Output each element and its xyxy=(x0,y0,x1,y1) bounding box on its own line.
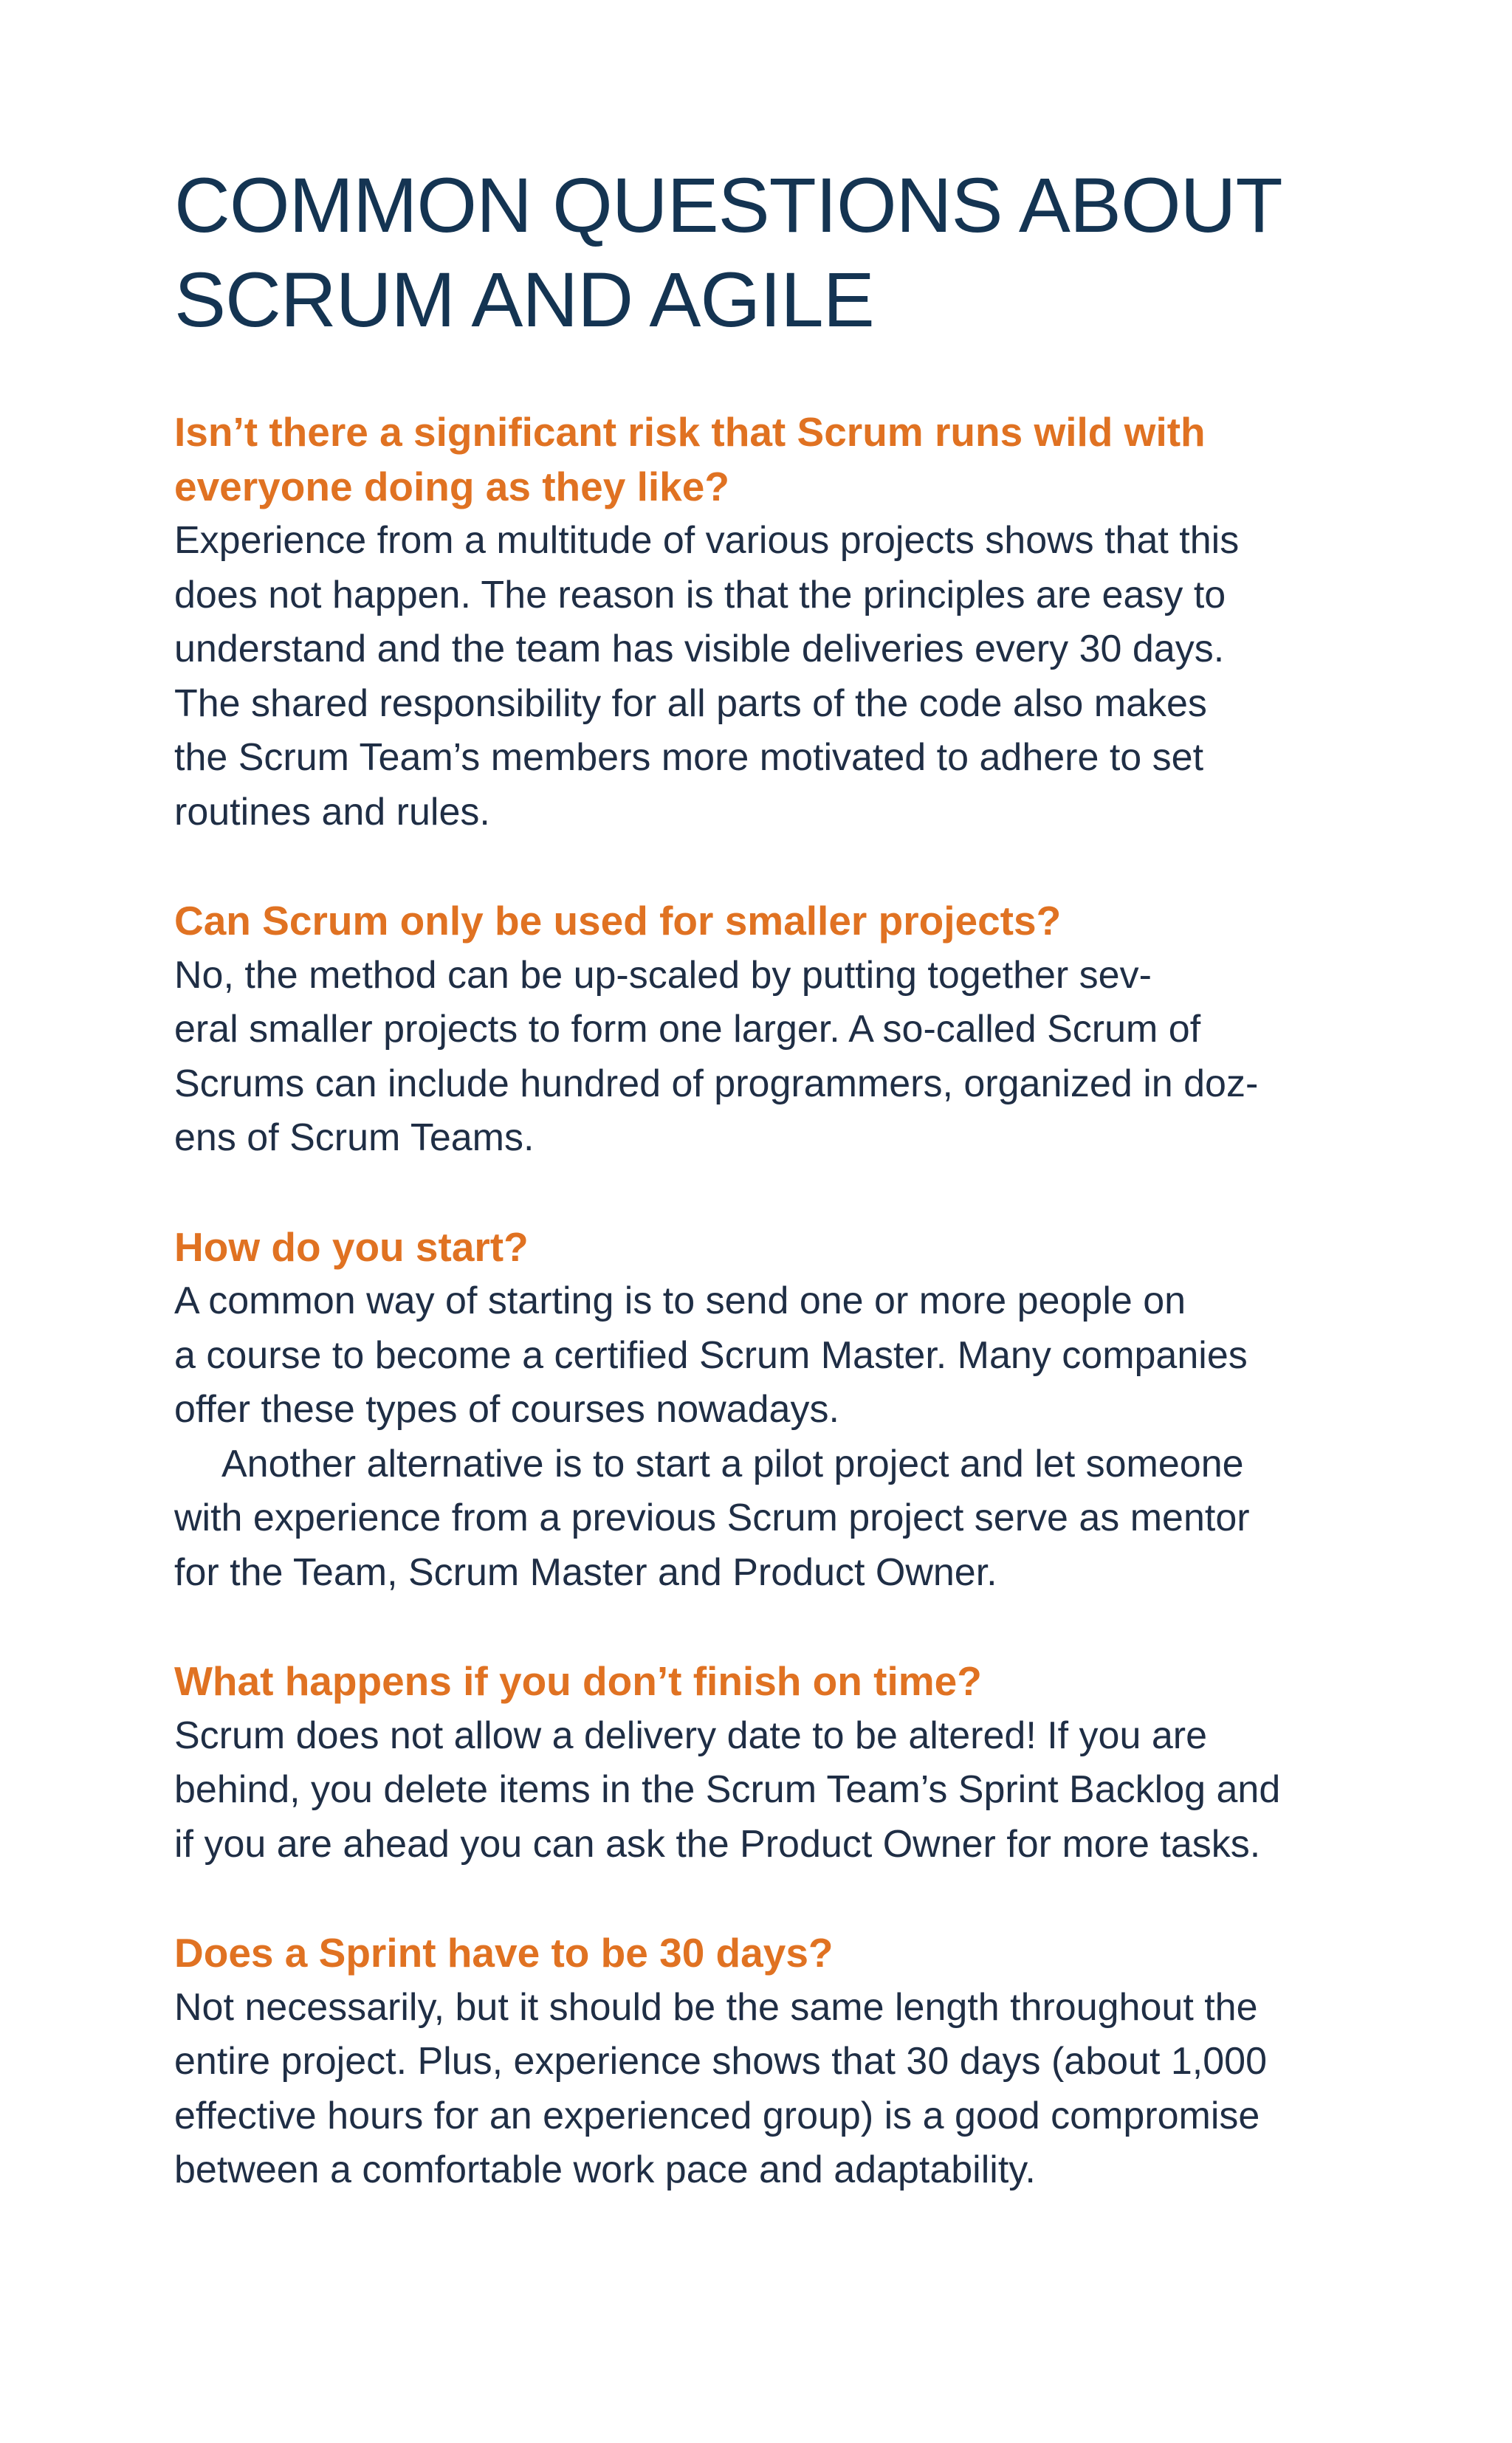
question-heading xyxy=(174,1655,1355,1709)
answer-line: a course to become a certified Scrum Master. Many companies xyxy=(174,1333,1248,1377)
answer-line: routines and rules. xyxy=(174,790,490,834)
answer-line-indented: Another alternative is to start a pilot project and let someone xyxy=(221,1442,1244,1485)
qa-item-how-to-start xyxy=(174,1220,1355,1601)
answer-text xyxy=(174,949,1355,1166)
qa-item-smaller-projects xyxy=(174,894,1355,1166)
answer-line: No, the method can be up-scaled by putting together sev- xyxy=(174,953,1152,997)
answer-line: for the Team, Scrum Master and Product Owner. xyxy=(174,1550,997,1594)
question-line: Can Scrum only be used for smaller projects? xyxy=(174,898,1062,944)
page-title-line-2: SCRUM AND AGILE xyxy=(174,257,874,343)
question-line: How do you start? xyxy=(174,1223,529,1270)
answer-line: A common way of starting is to send one or more people on xyxy=(174,1279,1186,1322)
answer-text xyxy=(174,1981,1355,2198)
answer-line: between a comfortable work pace and adaptability. xyxy=(174,2148,1036,2191)
question-line: everyone doing as they like? xyxy=(174,463,729,509)
answer-text xyxy=(174,1274,1355,1600)
question-heading xyxy=(174,1926,1355,1981)
answer-line: Experience from a multitude of various projects shows that this xyxy=(174,519,1240,562)
qa-item-sprint-length xyxy=(174,1926,1355,2198)
qa-item-finish-on-time xyxy=(174,1655,1355,1872)
answer-line: ens of Scrum Teams. xyxy=(174,1116,535,1159)
page-title-line-1: COMMON QUESTIONS ABOUT xyxy=(174,162,1282,249)
answer-line: The shared responsibility for all parts of the code also makes xyxy=(174,681,1207,725)
question-heading xyxy=(174,1220,1355,1275)
qa-item-scrum-risk xyxy=(174,405,1355,839)
page-title xyxy=(174,159,1355,348)
question-heading xyxy=(174,405,1355,514)
answer-line: understand and the team has visible deliveries every 30 days. xyxy=(174,628,1225,670)
answer-line: does not happen. The reason is that the principles are easy to xyxy=(174,573,1226,616)
question-line: Isn’t there a significant risk that Scrum runs wild with xyxy=(174,409,1206,455)
answer-line: if you are ahead you can ask the Product Owner for more tasks. xyxy=(174,1822,1261,1866)
answer-line: eral smaller projects to form one larger. A so-called Scrum of xyxy=(174,1008,1201,1051)
answer-line: Not necessarily, but it should be the same length throughout the xyxy=(174,1985,1258,2029)
answer-line: offer these types of courses nowadays. xyxy=(174,1388,839,1431)
question-heading xyxy=(174,894,1355,949)
answer-text xyxy=(174,514,1355,839)
question-line: Does a Sprint have to be 30 days? xyxy=(174,1930,834,1976)
answer-line: with experience from a previous Scrum project serve as mentor xyxy=(174,1497,1250,1539)
answer-line: behind, you delete items in the Scrum Team’s Sprint Backlog and xyxy=(174,1768,1281,1811)
document-page xyxy=(174,159,1355,2253)
question-line: What happens if you don’t finish on time? xyxy=(174,1658,982,1704)
answer-text xyxy=(174,1709,1355,1872)
answer-line: Scrum does not allow a delivery date to be altered! If you are xyxy=(174,1714,1207,1757)
answer-line: entire project. Plus, experience shows that 30 days (about 1,000 xyxy=(174,2040,1267,2083)
answer-line: Scrums can include hundred of programmers, organized in doz- xyxy=(174,1062,1259,1105)
answer-line: the Scrum Team’s members more motivated to adhere to set xyxy=(174,736,1204,779)
answer-line: effective hours for an experienced group) is a good compromise xyxy=(174,2094,1260,2137)
